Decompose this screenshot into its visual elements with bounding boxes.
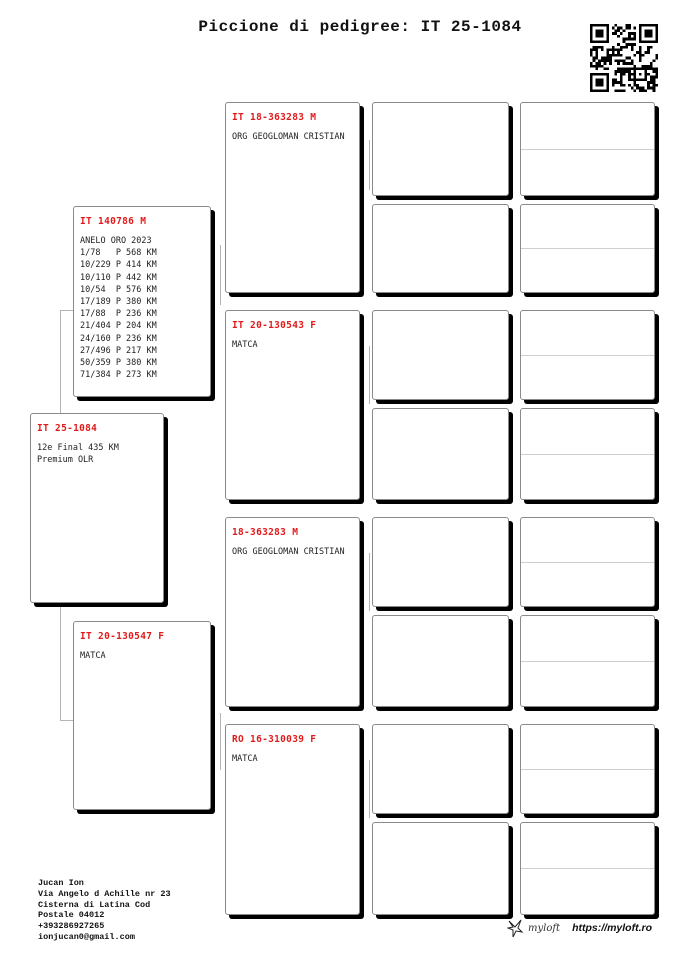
- detail-line: ORG GEOGLOMAN CRISTIAN: [232, 547, 345, 557]
- dam-ring: IT 20-130547 F: [80, 631, 165, 642]
- great-grandparent-card: [372, 102, 509, 196]
- sire-ring: IT 140786 M: [80, 216, 147, 227]
- connector-line: [220, 713, 221, 770]
- great-great-grandparent-card: [520, 204, 655, 293]
- connector-line: [369, 553, 370, 611]
- great-grandparent-card: [372, 822, 509, 915]
- owner-phone: +393286927265: [38, 921, 105, 932]
- great-grandparent-card: [372, 204, 509, 293]
- grandparent-card: [225, 102, 360, 293]
- sire-card: [73, 206, 211, 397]
- detail-line: Premium OLR: [37, 455, 94, 466]
- myloft-bird-icon: [507, 918, 525, 938]
- card-divider: [521, 661, 654, 662]
- detail-line: MATCA: [232, 340, 258, 350]
- dam-card: [73, 621, 211, 810]
- grandparent-details: [232, 753, 359, 765]
- detail-line: 27/496 P 217 KM: [80, 345, 157, 356]
- brand-url[interactable]: https://myloft.ro: [572, 922, 652, 934]
- page-title: Piccione di pedigree: IT 25-1084: [198, 18, 522, 36]
- card-divider: [521, 149, 654, 150]
- card-divider: [521, 355, 654, 356]
- detail-line: 17/88 P 236 KM: [80, 309, 157, 320]
- detail-line: 71/384 P 273 KM: [80, 370, 157, 381]
- connector-line: [60, 310, 74, 311]
- connector-line: [369, 760, 370, 818]
- detail-line: 1/78 P 568 KM: [80, 248, 157, 259]
- detail-line: 12e Final 435 KM: [37, 443, 119, 453]
- detail-line: ORG GEOGLOMAN CRISTIAN: [232, 132, 345, 142]
- grandparent-details: [232, 131, 359, 143]
- detail-line: 10/110 P 442 KM: [80, 272, 157, 283]
- grandparent-details: [232, 339, 359, 351]
- owner-address: Postale 04012: [38, 910, 105, 921]
- sire-details: [80, 235, 210, 381]
- detail-line: 10/54 P 576 KM: [80, 284, 157, 295]
- detail-line: 17/189 P 380 KM: [80, 297, 157, 308]
- card-divider: [521, 562, 654, 563]
- grandparent-details: [232, 546, 359, 558]
- great-grandparent-card: [372, 615, 509, 707]
- owner-info: [38, 878, 171, 943]
- connector-line: [60, 720, 74, 721]
- great-grandparent-card: [372, 517, 509, 607]
- grandparent-ring: RO 16-310039 F: [232, 734, 317, 745]
- grandparent-card: [225, 724, 360, 915]
- connector-line: [369, 140, 370, 190]
- dam-details: [80, 650, 210, 662]
- card-divider: [521, 769, 654, 770]
- detail-line: MATCA: [232, 754, 258, 764]
- great-great-grandparent-card: [520, 310, 655, 400]
- detail-line: ANELO ORO 2023: [80, 236, 152, 246]
- great-great-grandparent-card: [520, 615, 655, 707]
- owner-address: Via Angelo d Achille nr 23: [38, 888, 171, 899]
- great-great-grandparent-card: [520, 724, 655, 814]
- grandparent-ring: 18-363283 M: [232, 527, 299, 538]
- great-grandparent-card: [372, 310, 509, 400]
- owner-name: Jucan Ion: [38, 878, 84, 888]
- grandparent-card: [225, 517, 360, 707]
- connector-line: [220, 245, 221, 305]
- owner-email: ionjucan0@gmail.com: [38, 931, 135, 942]
- grandparent-card: [225, 310, 360, 500]
- owner-address: Cisterna di Latina Cod: [38, 899, 151, 910]
- connector-line: [369, 346, 370, 404]
- detail-line: 21/404 P 204 KM: [80, 321, 157, 332]
- detail-line: MATCA: [80, 651, 106, 661]
- great-great-grandparent-card: [520, 517, 655, 607]
- subject-details: [37, 442, 163, 466]
- qr-code-icon: [590, 24, 658, 92]
- detail-line: 10/229 P 414 KM: [80, 260, 157, 271]
- brand-logo-text: myloft: [528, 922, 561, 934]
- detail-line: 50/359 P 380 KM: [80, 358, 157, 369]
- card-divider: [521, 454, 654, 455]
- great-great-grandparent-card: [520, 822, 655, 915]
- subject-card: [30, 413, 164, 603]
- great-great-grandparent-card: [520, 408, 655, 500]
- card-divider: [521, 868, 654, 869]
- detail-line: 24/160 P 236 KM: [80, 333, 157, 344]
- card-divider: [521, 248, 654, 249]
- subject-ring: IT 25-1084: [37, 423, 98, 434]
- brand-footer: [507, 918, 652, 938]
- great-great-grandparent-card: [520, 102, 655, 196]
- great-grandparent-card: [372, 724, 509, 814]
- grandparent-ring: IT 20-130543 F: [232, 320, 317, 331]
- grandparent-ring: IT 18-363283 M: [232, 112, 317, 123]
- great-grandparent-card: [372, 408, 509, 500]
